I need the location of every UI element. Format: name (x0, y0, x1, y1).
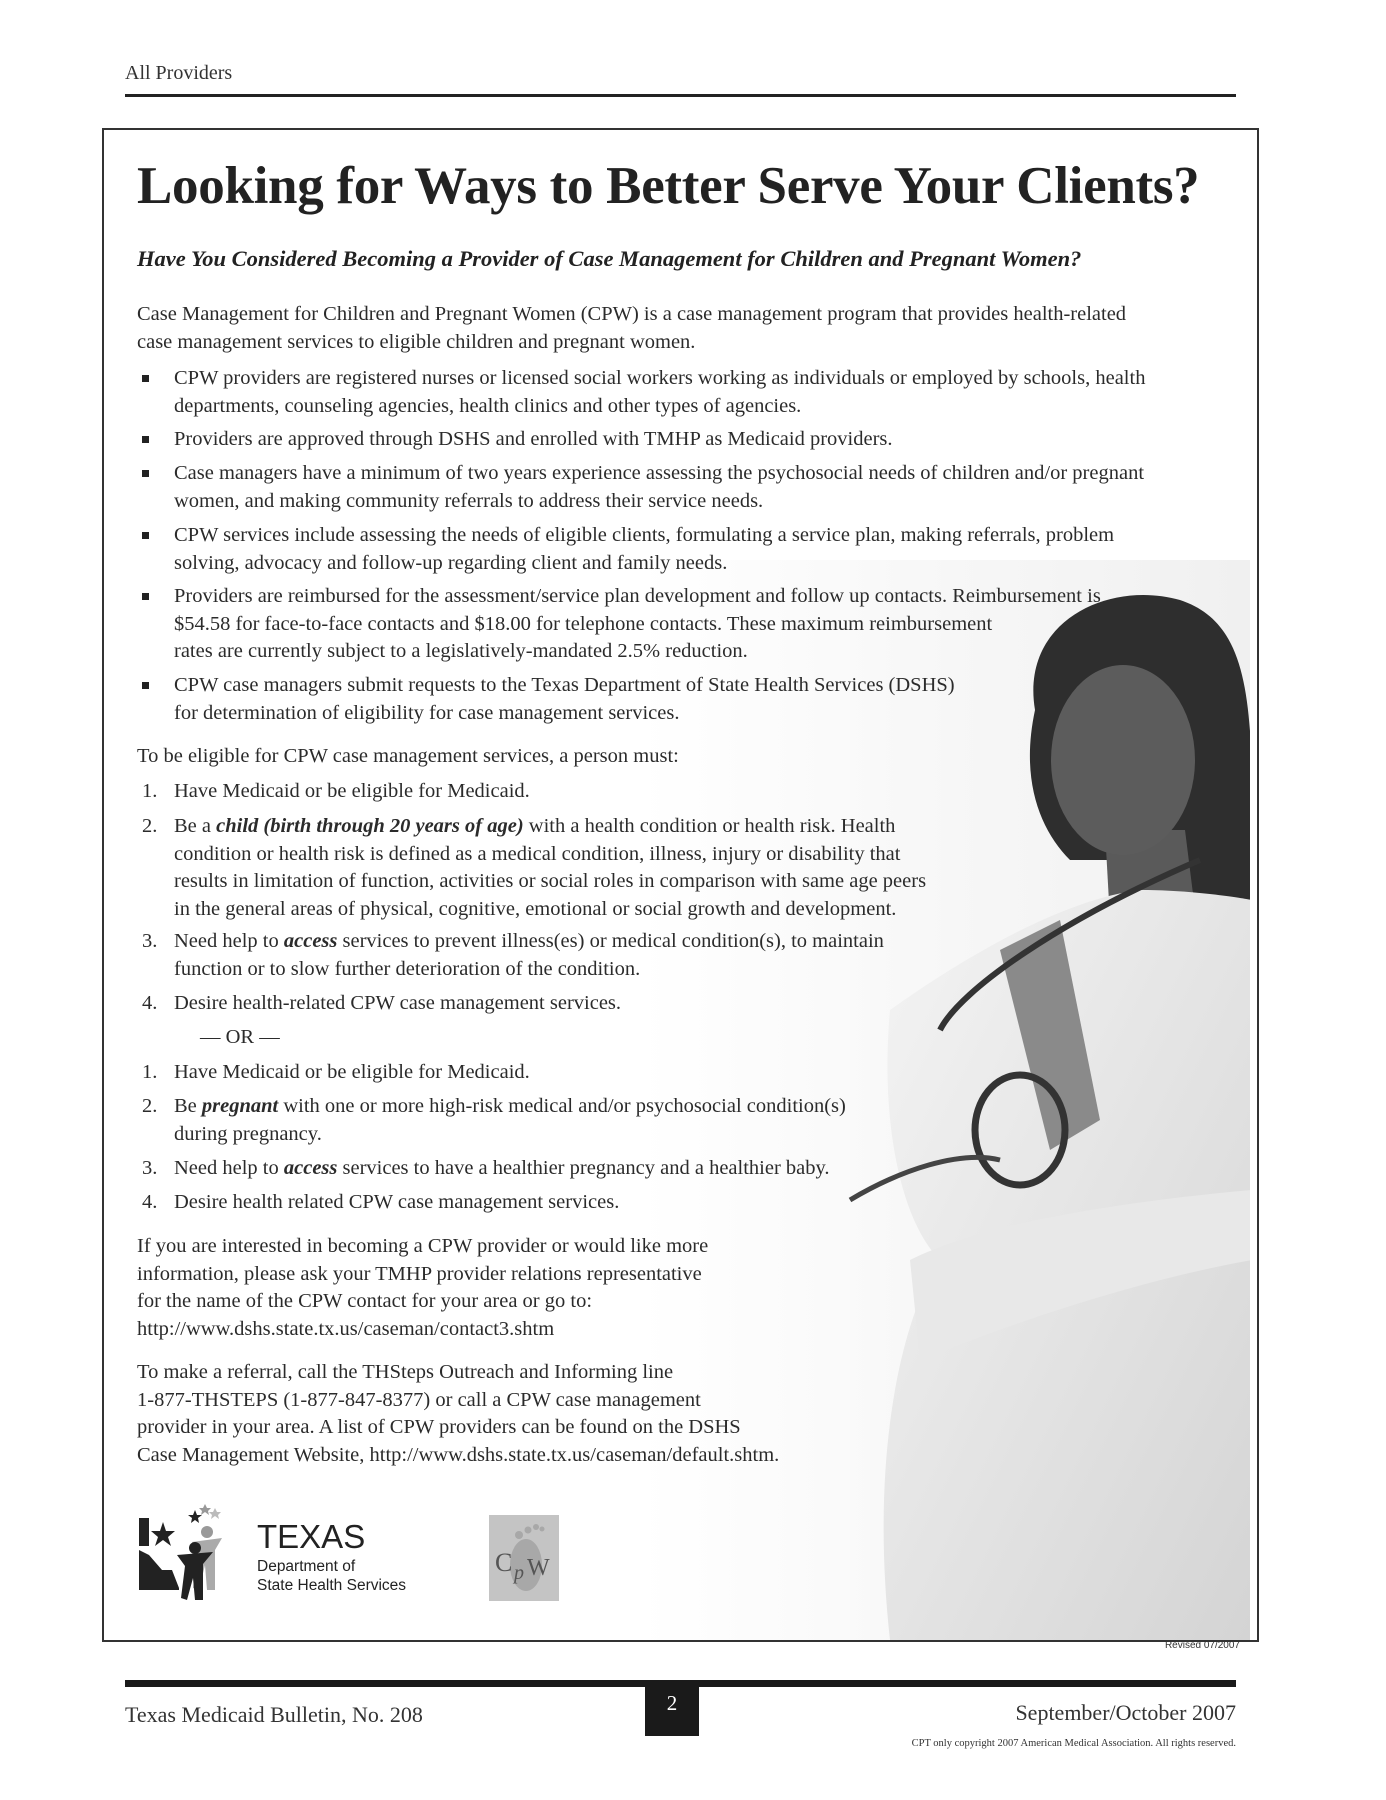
bullet-text: Case managers have a minimum of two years experience assessing the psychosocial needs of children and/or pregnant women, and making community referrals to address their service needs. (174, 462, 1145, 512)
item-text: with a health condition or health risk. Health condition or health risk is defined as a medical condition, illness, injury or disability that results in limitation of function, activities or social roles in comparison with same age peers in the general areas of physical, cognitive, emotional or social growth and development. (174, 815, 927, 920)
header-rule (125, 94, 1236, 97)
bullet-text: CPW case managers submit requests to the Texas Department of State Health Services (DSHS) for determination of eligibility for case management services. (174, 674, 955, 724)
svg-text:C: C (495, 1548, 513, 1577)
or-separator: — OR — (200, 1026, 280, 1048)
item-number: 2. (142, 815, 158, 837)
child-list-item (142, 778, 530, 806)
item-text: Desire health-related CPW case management services. (174, 992, 622, 1014)
issue-date: September/October 2007 (1015, 1700, 1236, 1725)
bullet-marker (142, 436, 149, 443)
eligibility-intro: To be eligible for CPW case management services, a person must: (137, 745, 679, 767)
bullet-item (174, 522, 1114, 577)
bullet-item (174, 365, 1145, 420)
referral-paragraph: To make a referral, call the THSteps Outreach and Informing line 1-877-THSTEPS (1-877-847-8377) or call a CPW case management provider in your area. A list of CPW providers can be found on the DSHS Case Management Website, http://www.dshs.state.tx.us/caseman/default.shtm. (137, 1361, 780, 1466)
bullet-item (174, 460, 1144, 515)
item-text: Have Medicaid or be eligible for Medicaid. (174, 1061, 530, 1083)
bullet-text: Providers are approved through DSHS and enrolled with TMHP as Medicaid providers. (174, 428, 893, 450)
cpw-logo (489, 1515, 559, 1601)
item-text: Be a (174, 815, 217, 837)
page-subtitle: Have You Considered Becoming a Provider of Case Management for Children and Pregnant Women? (137, 246, 1082, 271)
bullet-marker (142, 375, 149, 382)
item-text: with one or more high-risk medical and/or psychosocial condition(s) during pregnancy. (174, 1095, 846, 1145)
item-text: Need help to (174, 930, 284, 952)
emphasis-text: access (283, 1157, 338, 1179)
item-text: Desire health related CPW case management services. (174, 1191, 620, 1213)
svg-text:p: p (514, 1562, 524, 1584)
dshs-logo-text: Department of State Health Services (257, 1558, 407, 1594)
item-number: 2. (142, 1095, 158, 1117)
copyright-notice: CPT only copyright 2007 American Medical Association. All rights reserved. (911, 1738, 1236, 1749)
page-number: 2 (645, 1680, 699, 1736)
intro-paragraph: Case Management for Children and Pregnant Women (CPW) is a case management program that provides health-related case management services to eligible children and pregnant women. (137, 303, 1127, 353)
item-number: 1. (142, 780, 158, 802)
revised-date: Revised 07/2007 (1164, 1640, 1240, 1651)
item-text: Need help to (174, 1157, 284, 1179)
bullet-item (174, 426, 893, 454)
pregnant-list-item (142, 1189, 620, 1217)
texas-dshs-emblem-icon (137, 1500, 252, 1605)
emphasis-text: pregnant (201, 1095, 279, 1117)
emphasis-text: access (283, 930, 338, 952)
child-list-item (142, 813, 927, 923)
page-title: Looking for Ways to Better Serve Your Clients? (137, 157, 1200, 215)
bullet-marker (142, 470, 149, 477)
publication-name: Texas Medicaid Bulletin, No. 208 (125, 1702, 423, 1727)
bullet-text: CPW services include assessing the needs of eligible clients, formulating a service plan, making referrals, problem solving, advocacy and follow-up regarding client and family needs. (174, 524, 1115, 574)
child-list-item (142, 990, 622, 1018)
pregnant-list-item (142, 1059, 530, 1087)
bullet-text: Providers are reimbursed for the assessment/service plan development and follow up contacts. Reimbursement is $54.58 for face-to-face contacts and $18.00 for telephone contacts. These maximum reimbursement rates are currently subject to a legislatively-mandated 2.5% reduction. (174, 585, 1101, 662)
item-number: 3. (142, 930, 158, 952)
footprint-icon (489, 1515, 559, 1601)
item-number: 3. (142, 1157, 158, 1179)
item-number: 1. (142, 1061, 158, 1083)
svg-text:W: W (527, 1555, 550, 1581)
child-list-item (142, 928, 884, 983)
texas-logo-text: TEXAS (257, 1518, 366, 1555)
pregnant-list-item (142, 1093, 846, 1148)
bullet-item (174, 672, 955, 727)
item-number: 4. (142, 1191, 158, 1213)
item-text: services to have a healthier pregnancy and a healthier baby. (337, 1157, 830, 1179)
item-number: 4. (142, 992, 158, 1014)
bullet-marker (142, 593, 149, 600)
contact-paragraph: If you are interested in becoming a CPW provider or would like more information, please ask your TMHP provider relations representative for the name of the CPW contact for your area or go to: http://www.dshs.state.tx.us/caseman/contact3.shtm (137, 1235, 709, 1340)
item-text: services to prevent illness(es) or medical condition(s), to maintain function or to slow further deterioration of the condition. (174, 930, 884, 980)
item-text: Have Medicaid or be eligible for Medicaid. (174, 780, 530, 802)
bullet-marker (142, 532, 149, 539)
pregnant-list-item (142, 1155, 830, 1183)
bullet-text: CPW providers are registered nurses or licensed social workers working as individuals or employed by schools, health departments, counseling agencies, health clinics and other types of agencies. (174, 367, 1146, 417)
bullet-item (174, 583, 1101, 666)
running-head: All Providers (125, 62, 233, 84)
bullet-marker (142, 682, 149, 689)
item-text: Be (174, 1095, 202, 1117)
texas-dshs-logo (137, 1500, 427, 1605)
emphasis-text: child (birth through 20 years of age) (216, 815, 524, 837)
